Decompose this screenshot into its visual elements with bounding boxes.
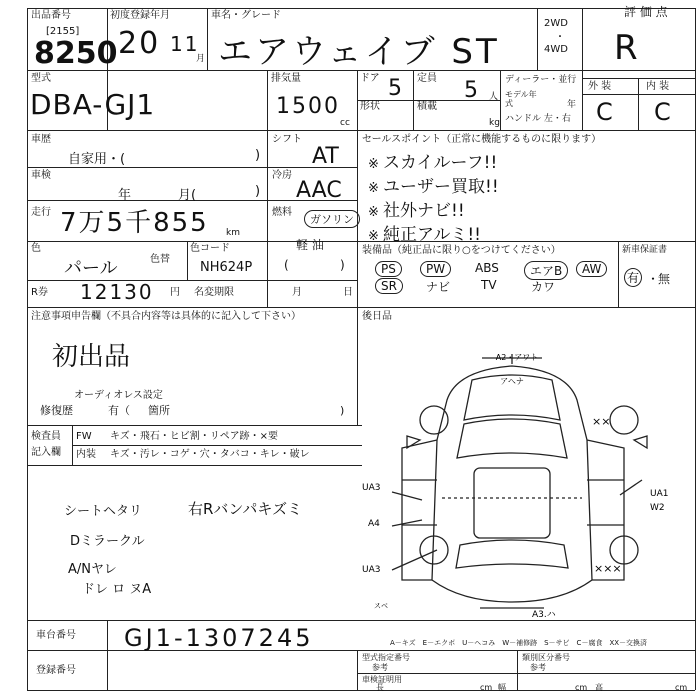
- cap-label: 定員: [417, 73, 437, 84]
- cert-cm1: cm: [480, 683, 493, 692]
- diagram-top-note: A2・アワト: [495, 353, 539, 362]
- diagram-bottom-note: スベ: [374, 602, 388, 610]
- diagram-hood-note: アヘナ: [500, 377, 524, 386]
- int-items: キズ・汚レ・コゲ・穴・タバコ・キレ・破レ: [110, 449, 310, 460]
- diagram-right-ua1: UA1: [650, 489, 669, 499]
- disp-unit: cc: [340, 118, 350, 128]
- lot-number: 8250: [34, 36, 118, 71]
- color-code: NH624P: [200, 260, 253, 275]
- load-label: 積載: [417, 101, 437, 112]
- diagram-right-w2: W2: [650, 503, 665, 513]
- shaken-close: ): [255, 184, 261, 199]
- color-label: 色: [31, 243, 41, 254]
- inspector-label: 検査員: [31, 431, 61, 442]
- warranty-yes: 有: [624, 268, 642, 287]
- diagram-left-ua3: UA3: [362, 483, 381, 493]
- ext-value: C: [596, 98, 613, 126]
- diagram-left-a4: A4: [368, 519, 380, 529]
- model-value: DBA-GJ1: [30, 88, 156, 121]
- fuel-label: 燃料: [272, 207, 292, 218]
- legend: A－キズ E－エクボ U－ヘコみ W－補修跡 S－サビ C－腐食 XX－交換済: [390, 639, 648, 647]
- reg-month-unit: 月: [196, 54, 206, 64]
- history-value: 自家用・(: [68, 152, 126, 167]
- sales-item-3: ※ 社外ナビ!!: [368, 201, 465, 221]
- fuel-close: ): [340, 258, 345, 272]
- meigi-day: 日: [343, 287, 353, 298]
- history-close: ): [255, 148, 261, 163]
- mileage-value: 7万5千855: [60, 208, 209, 238]
- shape-label: 形状: [360, 101, 380, 112]
- remark-2: 右Rバンパキズミ: [188, 500, 303, 518]
- car-label: 車名・グレード: [211, 10, 281, 21]
- mileage-unit: km: [226, 228, 240, 238]
- door-value: 5: [388, 76, 404, 101]
- year-unit: 年: [567, 100, 577, 110]
- equip-pw: PW: [420, 261, 451, 277]
- history-label: 車歴: [31, 134, 51, 145]
- fw-items: キズ・飛石・ヒビ割・リペア跡・×要: [110, 431, 278, 442]
- notes-audio: オーディオレス設定: [74, 390, 163, 401]
- aircon-value: AAC: [296, 178, 342, 203]
- repair-close: ): [340, 404, 345, 417]
- equipment-label: 装備品（純正品に限り○をつけてください）: [362, 245, 561, 256]
- chassis-label: 車台番号: [36, 630, 76, 641]
- repair-label: 修復歴: [40, 404, 73, 417]
- cap-unit: 人: [489, 92, 499, 102]
- chassis-value: GJ1-1307245: [124, 624, 314, 652]
- reg-year: 20: [118, 26, 161, 61]
- ext-label: 外 装: [588, 81, 612, 92]
- warranty-label: 新車保証書: [622, 245, 668, 255]
- after-label: 後日品: [362, 311, 392, 322]
- category-ref: 参考: [530, 663, 546, 672]
- cert-cm3: cm: [675, 683, 688, 692]
- grade-label: 評 価 点: [624, 5, 668, 19]
- diagram-rear-note: A3.ハ: [532, 610, 556, 618]
- designate-ref: 参考: [372, 663, 388, 672]
- int-value: C: [654, 98, 671, 126]
- remark-5: ドレ ロ ヌA: [82, 582, 152, 597]
- shift-value: AT: [312, 144, 339, 169]
- remark-3: Dミラークル: [70, 534, 145, 549]
- model-year-label: モデル年式: [505, 90, 537, 108]
- lot-sub: [2155]: [46, 26, 80, 37]
- shaken-month: 月(: [178, 188, 197, 203]
- shift-label: シフト: [272, 134, 302, 145]
- notes-label: 注意事項申告欄（不具合内容等は具体的に記入して下さい）: [31, 311, 301, 322]
- notes-first: 初出品: [52, 342, 131, 372]
- remark-1: シートヘタリ: [64, 504, 143, 519]
- color-code-label: 色コード: [190, 243, 230, 254]
- reg-month: 11: [170, 32, 200, 56]
- equip-aw: AW: [576, 261, 607, 277]
- designate-label: 型式指定番号: [362, 653, 410, 662]
- drive-2wd: 2WD: [544, 18, 568, 29]
- recycle-value: 12130: [80, 280, 154, 304]
- meigi-label: 名変期限: [194, 287, 234, 298]
- equip-sr: SR: [375, 278, 403, 294]
- diagram-right-marks2: ×××: [594, 562, 622, 575]
- meigi-month: 月: [292, 287, 302, 298]
- equip-navi: ナビ: [426, 280, 451, 294]
- cert-length: 長: [376, 683, 384, 692]
- disp-label: 排気量: [271, 73, 301, 84]
- equip-leather: カワ: [531, 280, 556, 294]
- reg-label: 初度登録年月: [110, 10, 170, 21]
- diagram-left-ua3b: UA3: [362, 565, 381, 575]
- category-label: 類別区分番号: [522, 653, 570, 662]
- cert-cm2: cm: [575, 683, 588, 692]
- equip-airbag: エアB: [524, 261, 568, 280]
- sales-label: セールスポイント（正常に機能するものに限ります）: [362, 134, 602, 145]
- remark-4: A/Nヤレ: [68, 562, 117, 577]
- grade-value: R: [614, 28, 638, 68]
- fuel-gas: ガソリン: [304, 210, 360, 228]
- mileage-label: 走行: [31, 207, 51, 218]
- warranty-no: 無: [658, 272, 671, 286]
- inspector-label-2: 記入欄: [31, 447, 61, 458]
- int-label: 内 装: [646, 81, 670, 92]
- recycle-label: R券: [31, 287, 48, 298]
- sales-item-4: ※ 純正アルミ!!: [368, 225, 481, 245]
- color-value: パール: [64, 258, 118, 279]
- cert-label: 車検証明用: [362, 675, 402, 684]
- aircon-label: 冷房: [272, 170, 292, 181]
- handle-label: ハンドル 左・右: [505, 114, 571, 124]
- cap-value: 5: [464, 78, 480, 103]
- sales-item-1: ※ スカイルーフ!!: [368, 153, 498, 173]
- equip-tv: TV: [481, 278, 497, 292]
- repair-place: 箇所: [148, 404, 170, 417]
- car-diagram: [362, 340, 692, 618]
- model-label: 型式: [31, 73, 51, 84]
- recycle-unit: 円: [170, 287, 180, 298]
- drive-4wd: 4WD: [544, 44, 568, 55]
- sales-item-2: ※ ユーザー買取!!: [368, 177, 499, 197]
- fw-label: FW: [76, 431, 92, 442]
- door-label: ドア: [360, 73, 380, 84]
- fuel-diesel: 軽 油: [296, 238, 324, 252]
- fuel-open: (: [284, 258, 289, 272]
- disp-value: 1500: [276, 94, 340, 119]
- equip-ps: PS: [375, 261, 402, 277]
- dealer-label: ディーラー・並行: [505, 75, 577, 85]
- car-name: エアウェイブ ST: [218, 32, 500, 72]
- repair-value: 有（: [108, 404, 130, 417]
- cert-width: 幅: [498, 683, 506, 692]
- cert-height: 高: [595, 683, 603, 692]
- int-label-2: 内装: [76, 449, 96, 460]
- diagram-right-marks1: ××: [592, 415, 611, 428]
- shaken-label: 車検: [31, 170, 51, 181]
- register-label: 登録番号: [36, 665, 76, 676]
- shaken-year: 年: [118, 188, 132, 203]
- load-unit: kg: [489, 118, 500, 128]
- color-change-label: 色替: [150, 254, 170, 265]
- lot-label: 出品番号: [31, 10, 71, 21]
- equip-abs: ABS: [475, 261, 499, 275]
